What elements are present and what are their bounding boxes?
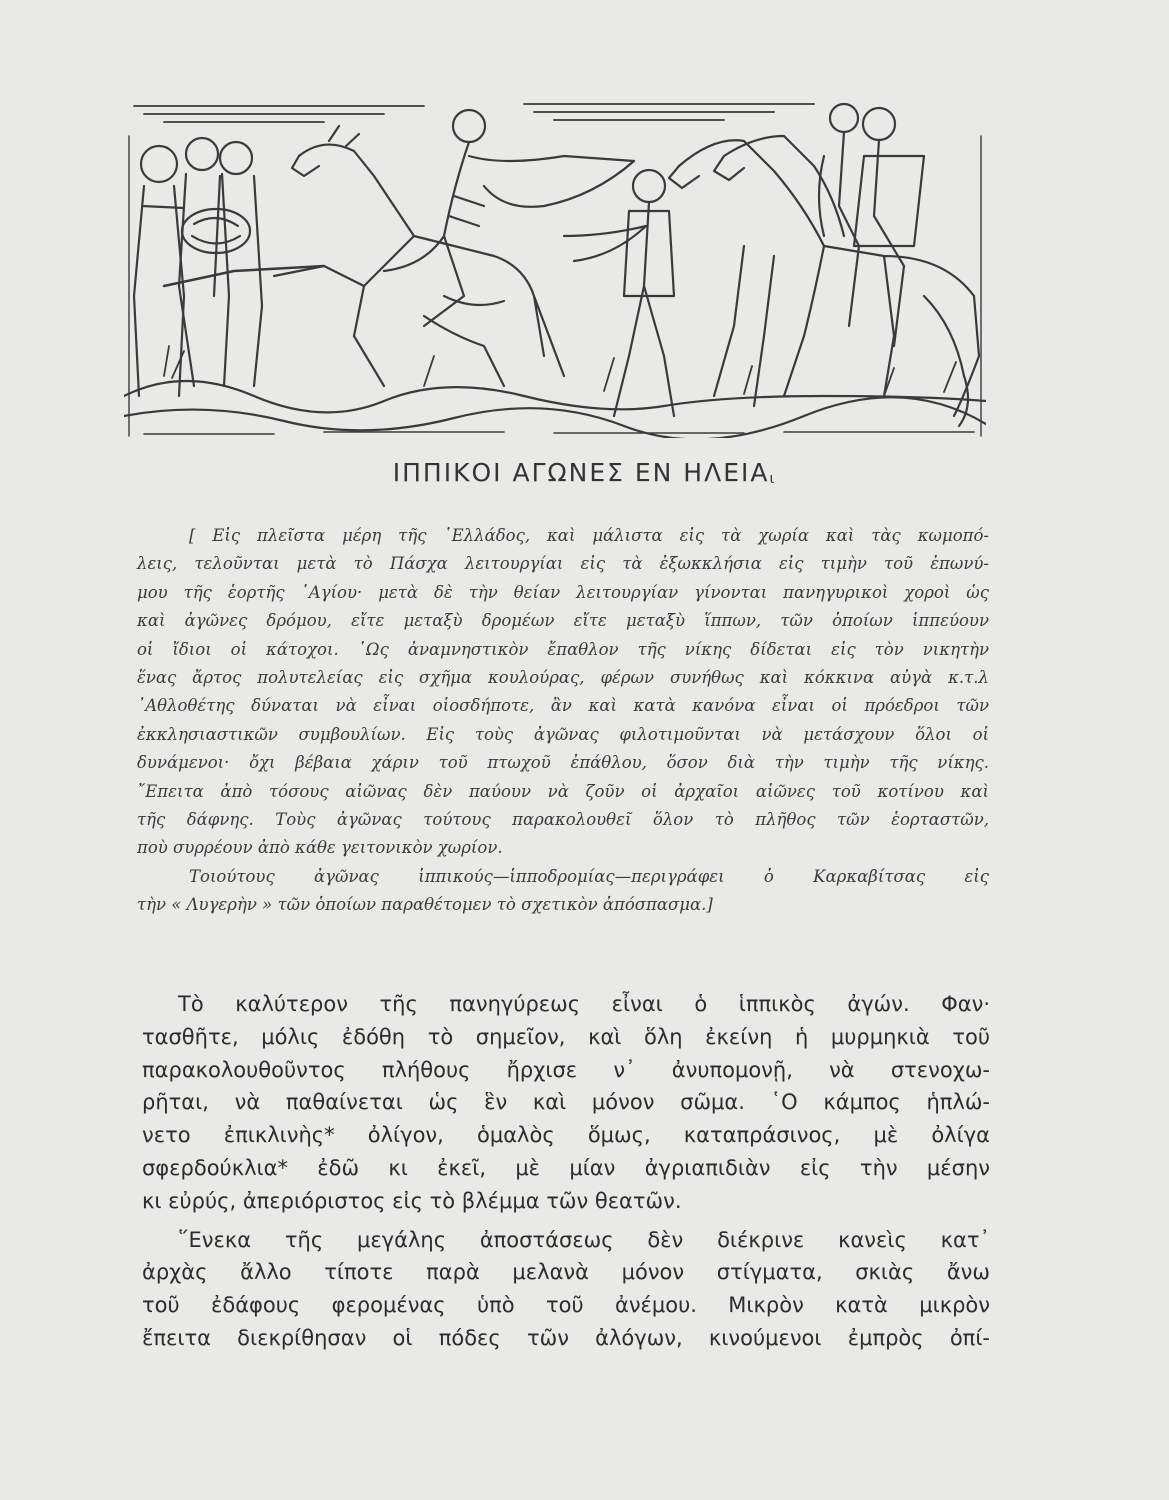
body-line: τασθῆτε, μόλις ἐδόθη τὸ σημεῖον, καὶ ὅλη ἐκείνη ἡ μυρμηκιὰ τοῦ — [142, 1024, 990, 1049]
intro-line: ποὺ συρρέουν ἀπὸ κάθε γειτονικὸν χωρίον. — [137, 838, 503, 858]
intro-paragraph — [137, 522, 989, 919]
body-text — [142, 988, 990, 1355]
body-line: παρακολουθοῦντος πλήθους ἤρχισε ν᾿ ἀνυπομονῇ, νὰ στενοχω- — [142, 1057, 990, 1082]
intro-line: ᾿Αθλοθέτης δύναται νὰ εἶναι οἱοσδήποτε, ἂν καὶ κατὰ κανόνα εἶναι οἱ πρόεδροι τῶν — [137, 696, 989, 716]
intro-line: δυνάμενοι· ὄχι βέβαια χάριν τοῦ πτωχοῦ ἐπάθλου, ὅσον διὰ τὴν τιμὴν τῆς νίκης. — [137, 753, 989, 773]
intro-line: ἕνας ἄρτος πολυτελείας εἰς σχῆμα κουλούρας, φέρων συνήθως καὶ κόκκινα αὐγὰ κ.τ.λ — [137, 667, 989, 687]
body-line: ῞Ενεκα τῆς μεγάλης ἀποστάσεως δὲν διέκρινε κανεὶς κατ᾿ — [178, 1227, 990, 1252]
body-line: κι εὐρύς, ἀπεριόριστος εἰς τὸ βλέμμα τῶν θεατῶν. — [142, 1188, 682, 1213]
body-line: ρῆται, νὰ παθαίνεται ὡς ἓν καὶ μόνον σῶμα. ῾Ο κάμπος ἡπλώ- — [142, 1090, 990, 1115]
body-line: Τὸ καλύτερον τῆς πανηγύρεως εἶναι ὁ ἱππικὸς ἀγών. Φαν· — [178, 992, 990, 1016]
body-line: σφερδούκλια* ἐδῶ κι ἐκεῖ, μὲ μίαν ἀγριαπιδιὰν εἰς τὴν μέσην — [142, 1155, 990, 1180]
intro-line: ῎Επειτα ἀπὸ τόσους αἰῶνας δὲν παύουν νὰ ζοῦν οἱ ἀρχαῖοι αἰῶνες τοῦ κοτίνου καὶ — [137, 781, 989, 801]
body-line: νετο ἐπικλινὴς* ὀλίγον, ὁμαλὸς ὅμως, καταπράσινος, μὲ ὀλίγα — [142, 1123, 990, 1148]
body-line: ἔπειτα διεκρίθησαν οἱ πόδες τῶν ἀλόγων, κινούμενοι ἐμπρὸς ὀπί- — [142, 1325, 990, 1350]
horse-race-woodcut-illustration — [124, 96, 986, 438]
intro-line: [ Εἰς πλεῖστα μέρη τῆς ῾Ελλάδος, καὶ μάλιστα εἰς τὰ χωρία καὶ τὰς κωμοπό- — [189, 526, 989, 545]
intro-line: τὴν « Λυγερὴν » τῶν ὁποίων παραθέτομεν τὸ σχετικὸν ἀπόσπασμα.] — [137, 895, 713, 915]
intro-line: λεις, τελοῦνται μετὰ τὸ Πάσχα λειτουργίαι εἰς τὰ ἐξωκκλήσια εἰς τιμὴν τοῦ ἐπωνύ- — [137, 554, 989, 574]
intro-line: τῆς δάφνης. Τοὺς ἀγῶνας τούτους παρακολουθεῖ ὅλον τὸ πλῆθος τῶν ἑορταστῶν, — [137, 809, 989, 829]
intro-line: οἱ ἴδιοι οἱ κάτοχοι. ῾Ως ἀναμνηστικὸν ἔπαθλον τῆς νίκης δίδεται εἰς τὸν νικητὴν — [137, 639, 989, 659]
intro-line: ἐκκλησιαστικῶν συμβουλίων. Εἰς τοὺς ἀγῶνας φιλοτιμοῦνται νὰ μετάσχουν ὅλοι οἱ — [137, 724, 989, 744]
body-line: ἀρχὰς ἄλλο τίποτε παρὰ μελανὰ μόνον στίγματα, σκιὰς ἄνω — [142, 1260, 990, 1285]
intro-line: καὶ ἀγῶνες δρόμου, εἴτε μεταξὺ δρομέων εἴτε μεταξὺ ἵππων, τῶν ὁποίων ἱππεύουν — [137, 611, 989, 631]
intro-line: μου τῆς ἑορτῆς ῾Αγίου· μετὰ δὲ τὴν θείαν λειτουργίαν γίνονται πανηγυρικοὶ χοροὶ ὡς — [137, 582, 989, 602]
body-line: τοῦ ἐδάφους φερομένας ὑπὸ τοῦ ἀνέμου. Μικρὸν κατὰ μικρὸν — [142, 1293, 990, 1318]
intro-line: Τοιούτους ἀγῶνας ἱππικούς—ἱπποδρομίας—περιγράφει ὁ Καρκαβίτσας εἰς — [189, 866, 989, 886]
page-title: ΙΠΠΙΚΟΙ ΑΓΩΝΕΣ ΕΝ ΗΛΕΙΑι — [392, 458, 777, 487]
